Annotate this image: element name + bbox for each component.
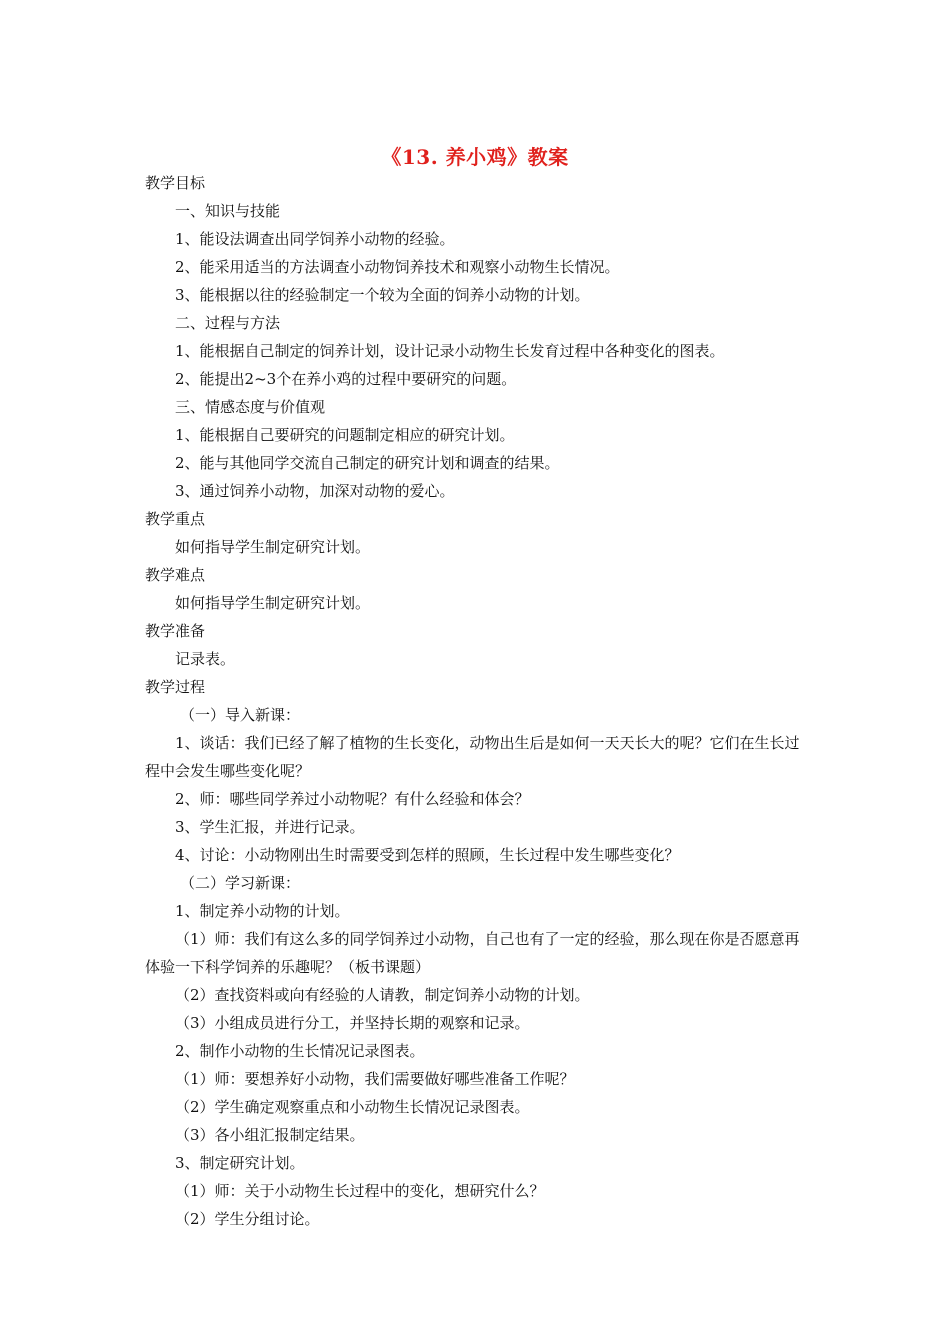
section-heading: 教学难点 [145,566,206,584]
section-heading: 教学目标 [145,174,206,192]
body-line: 1、制定养小动物的计划。 [175,902,350,920]
section-heading: 教学过程 [145,678,206,696]
section-heading: 教学重点 [145,510,206,528]
body-line: 1、能根据自己要研究的问题制定相应的研究计划。 [175,426,515,444]
body-line: 3、学生汇报，并进行记录。 [175,818,365,836]
body-line: （3）小组成员进行分工，并坚持长期的观察和记录。 [175,1014,530,1032]
body-line: 1、能根据自己制定的饲养计划，设计记录小动物生长发育过程中各种变化的图表。 [175,342,725,360]
body-line: 如何指导学生制定研究计划。 [175,594,371,612]
body-line: （1）师：要想养好小动物，我们需要做好哪些准备工作呢？ [175,1070,575,1088]
body-line: （一）导入新课： [180,706,301,724]
body-line: 3、能根据以往的经验制定一个较为全面的饲养小动物的计划。 [175,286,590,304]
body-line: 3、通过饲养小动物，加深对动物的爱心。 [175,482,455,500]
section-heading: 教学准备 [145,622,206,640]
body-line: 2、制作小动物的生长情况记录图表。 [175,1042,425,1060]
body-line: 2、能与其他同学交流自己制定的研究计划和调查的结果。 [175,454,560,472]
body-line: 一、知识与技能 [175,202,281,220]
body-line: （2）查找资料或向有经验的人请教，制定饲养小动物的计划。 [175,986,590,1004]
body-line: 3、制定研究计划。 [175,1154,305,1172]
body-line: 1、能设法调查出同学饲养小动物的经验。 [175,230,455,248]
body-line: 4、讨论：小动物刚出生时需要受到怎样的照顾，生长过程中发生哪些变化？ [175,846,680,864]
body-line: 2、能提出2~3个在养小鸡的过程中要研究的问题。 [175,370,517,388]
body-line: （3）各小组汇报制定结果。 [175,1126,365,1144]
body-line: （2）学生确定观察重点和小动物生长情况记录图表。 [175,1098,530,1116]
body-line: 1、谈话：我们已经了解了植物的生长变化，动物出生后是如何一天天长大的呢？它们在生长过程中会发生哪些变化呢？ [145,734,800,780]
body-line: 2、师：哪些同学养过小动物呢？有什么经验和体会？ [175,790,530,808]
body-line: （二）学习新课： [180,874,301,892]
body-line: （1）师：关于小动物生长过程中的变化，想研究什么？ [175,1182,545,1200]
body-line: 2、能采用适当的方法调查小动物饲养技术和观察小动物生长情况。 [175,258,620,276]
document-body [145,169,810,1233]
body-line: 记录表。 [175,650,236,668]
body-line: 三、情感态度与价值观 [175,398,326,416]
body-line: 如何指导学生制定研究计划。 [175,538,371,556]
body-line: 二、过程与方法 [175,314,281,332]
body-line: （1）师：我们有这么多的同学饲养过小动物，自己也有了一定的经验，那么现在你是否愿意再体验一下科学饲养的乐趣呢？（板书课题） [145,930,800,976]
body-line: （2）学生分组讨论。 [175,1210,320,1228]
document-title: 《13. 养小鸡》教案 [381,145,569,169]
